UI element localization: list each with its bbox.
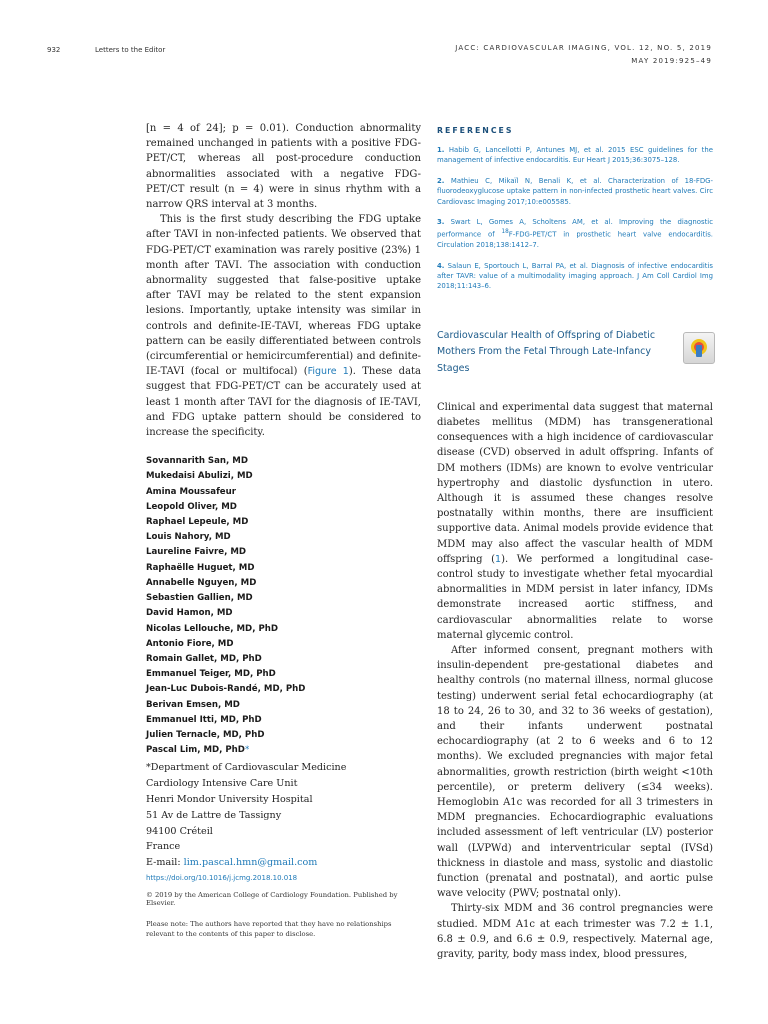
reference-number: 3.: [437, 218, 445, 227]
reference-number: 4.: [437, 261, 445, 270]
reference-text: F-FDG-PET/CT in prosthetic heart valve endocarditis. Circulation 2018;138:1412–7.: [437, 230, 713, 250]
affiliation-line: 51 Av de Lattre de Tassigny: [146, 809, 282, 821]
author: Emmanuel Itti, MD, PhD: [146, 714, 262, 725]
author: Sovannarith San, MD: [146, 456, 248, 467]
crossmark-icon[interactable]: [683, 332, 715, 364]
affiliation-block: [146, 760, 421, 871]
disclosure-note: Please note: The authors have reported that they have no relationships relevant to the contents of this paper to disclose.: [146, 919, 392, 939]
author: David Hamon, MD: [146, 608, 233, 619]
left-paragraph-1: [n = 4 of 24]; p = 0.01). Conduction abnormality remained unchanged in patients with a positive FDG-PET/CT, whereas all post-procedure conduction abnormalities associated with a negative FDG-PET/CT result (n = 4) were in sinus rhythm with a narrow QRS interval at 3 months.: [146, 123, 421, 211]
left-column: [146, 121, 421, 940]
right-paragraph-3: Thirty-six MDM and 36 control pregnancies were studied. MDM A1c at each trimester was 7.2 ± 1.1, 6.8 ± 0.9, and 6.6 ± 0.9, respectively. Maternal age, gravity, parity, body mass index, blood pressures,: [437, 903, 713, 961]
doi-link[interactable]: https://doi.org/10.1016/j.jcmg.2018.10.018: [146, 873, 298, 882]
copyright-notice: © 2019 by the American College of Cardiology Foundation. Published by Elsevier.: [146, 890, 398, 907]
author: Louis Nahory, MD: [146, 532, 231, 543]
letter-title: Cardiovascular Health of Offspring of Diabetic Mothers From the Fetal Through Late-Infancy Stages: [437, 329, 656, 374]
author: Emmanuel Teiger, MD, PhD: [146, 669, 276, 680]
reference-text: Habib G, Lancellotti P, Antunes MJ, et al. 2015 ESC guidelines for the management of infective endocarditis. Eur Heart J 2015;36:3075–128.: [437, 146, 713, 165]
author: Julien Ternacle, MD, PhD: [146, 729, 265, 740]
reference-text: Salaun E, Sportouch L, Barral PA, et al. Diagnosis of infective endocarditis after TAVR: value of a multimodality imaging approach. J Am Coll Cardiol Img 2018;11:143–6.: [437, 261, 713, 291]
paragraph-text: This is the first study describing the FDG uptake after TAVI in non-infected patients. We observed that FDG-PET/CT examination was rarely positive (23%) 1 month after TAVI. The association with conduction abnormality suggested that false-positive uptake after TAVI may be related to the stent expansion lesions. Importantly, uptake intensity was similar in controls and definite-IE-TAVI, whereas FDG uptake pattern can be easily differentiated between controls (circumferential or hemicircumferential) and definite-IE-TAVI (focal or multifocal) (: [146, 214, 421, 378]
affiliation-line: Henri Mondor University Hospital: [146, 793, 313, 805]
author: Raphaëlle Huguet, MD: [146, 562, 255, 573]
right-paragraph-1: [437, 400, 713, 643]
author: Antonio Fiore, MD: [146, 638, 234, 649]
paragraph-text: ). We performed a longitudinal case-control study to investigate whether fetal myocardial abnormalities in MDM persist in later infancy, IDMs demonstrate increased aortic stiffness, and cardiovascular abnormalities relate to worse maternal glycemic control.: [437, 553, 713, 641]
paragraph-text: Clinical and experimental data suggest that maternal diabetes mellitus (MDM) has transgenerational consequences with a high incidence of cardiovascular disease (CVD) observed in adult offspring. Infants of DM mothers (IDMs) are known to evolve ventricular hypertrophy and diastolic dysfunction in utero. Although it is assumed these changes resolve postnatally within months, there are insufficient supportive data. Animal models provide evidence that MDM may also affect the vascular health of MDM offspring (: [437, 401, 713, 565]
email-label: E-mail:: [146, 857, 184, 869]
author: Sebastien Gallien, MD: [146, 593, 253, 604]
affiliation-line: 94100 Créteil: [146, 825, 213, 837]
reference-item[interactable]: [437, 217, 713, 251]
author-list: [146, 454, 421, 758]
right-column: [437, 121, 713, 962]
author-name: Pascal Lim, MD, PhD: [146, 745, 245, 756]
reference-number: 1.: [437, 146, 445, 154]
author: Romain Gallet, MD, PhD: [146, 653, 262, 664]
author: Annabelle Nguyen, MD: [146, 577, 257, 588]
corresponding-mark[interactable]: *: [244, 745, 250, 756]
affiliation-line: *Department of Cardiovascular Medicine: [146, 762, 347, 774]
reference-superscript: 18: [501, 229, 509, 236]
journal-line-1: JACC: CARDIOVASCULAR IMAGING, VOL. 12, NO. 5, 2019: [455, 44, 712, 52]
author: Berivan Emsen, MD: [146, 699, 240, 710]
letter-header: [437, 328, 713, 380]
figure-1-link[interactable]: Figure 1: [307, 366, 349, 378]
crossmark-bookmark-icon: [696, 345, 702, 357]
page-number: 932: [47, 46, 61, 54]
author: Laureline Faivre, MD: [146, 547, 247, 558]
references-heading: REFERENCES: [437, 126, 514, 135]
reference-item[interactable]: [437, 145, 713, 166]
left-paragraph-2: [146, 212, 421, 440]
right-paragraph-2: After informed consent, pregnant mothers with insulin-dependent pre-gestational diabetes and healthy controls (no maternal illness, normal glucose testing) underwent serial fetal echocardiography (at 18 to 24, 26 to 30, and 32 to 36 weeks of gestation), and their infants underwent postnatal echocardiography (at 2 to 6 weeks and 6 to 12 months). We excluded pregnancies with major fetal abnormalities, growth restriction (birth weight <10th percentile), or preterm delivery (≤34 weeks). Hemoglobin A1c was recorded for all 3 trimesters in MDM pregnancies. Echocardiographic evaluations included assessment of left ventricular (LV) posterior wall (LVPWd) and interventricular septal (IVSd) thickness in diastole and mass, systolic and diastolic function (prenatal and postnatal), and aortic pulse wave velocity (PWV; postnatal only).: [437, 645, 713, 900]
reference-number: 2.: [437, 176, 445, 185]
paragraph-text: ). These data suggest that FDG-PET/CT can be accurately used at least 1 month after TAVI for the diagnosis of IE-TAVI, and FDG uptake pattern should be considered to increase the specificity.: [146, 366, 422, 439]
email-line: [146, 855, 421, 871]
section-title: Letters to the Editor: [95, 46, 166, 54]
affiliation-line: Cardiology Intensive Care Unit: [146, 778, 298, 790]
reference-item[interactable]: [437, 261, 713, 292]
affiliation-line: France: [146, 841, 181, 853]
journal-line-2: MAY 2019:925–49: [631, 57, 712, 65]
reference-text: Mathieu C, Mikaïl N, Benali K, et al. Characterization of 18-FDG-fluorodeoxyglucose uptake pattern in non-infected prosthetic heart valves. Circ Cardiovasc Imaging 2017;10:e005585.: [437, 176, 713, 206]
author: Jean-Luc Dubois-Randé, MD, PhD: [146, 684, 306, 695]
journal-citation: [455, 42, 712, 68]
reference-1-link[interactable]: 1: [495, 553, 502, 565]
email-link[interactable]: lim.pascal.hmn@gmail.com: [183, 857, 318, 869]
author: Mukedaisi Abulizi, MD: [146, 471, 253, 482]
corresponding-author: [146, 743, 421, 758]
author: Amina Moussafeur: [146, 486, 236, 497]
author: Raphael Lepeule, MD: [146, 517, 249, 528]
reference-item[interactable]: [437, 176, 713, 207]
author: Nicolas Lellouche, MD, PhD: [146, 623, 278, 634]
reference-text: Swart L, Gomes A, Scholtens AM, et al. Improving the diagnostic performance of: [437, 218, 713, 239]
author: Leopold Oliver, MD: [146, 501, 237, 512]
letter-body: [437, 400, 713, 963]
